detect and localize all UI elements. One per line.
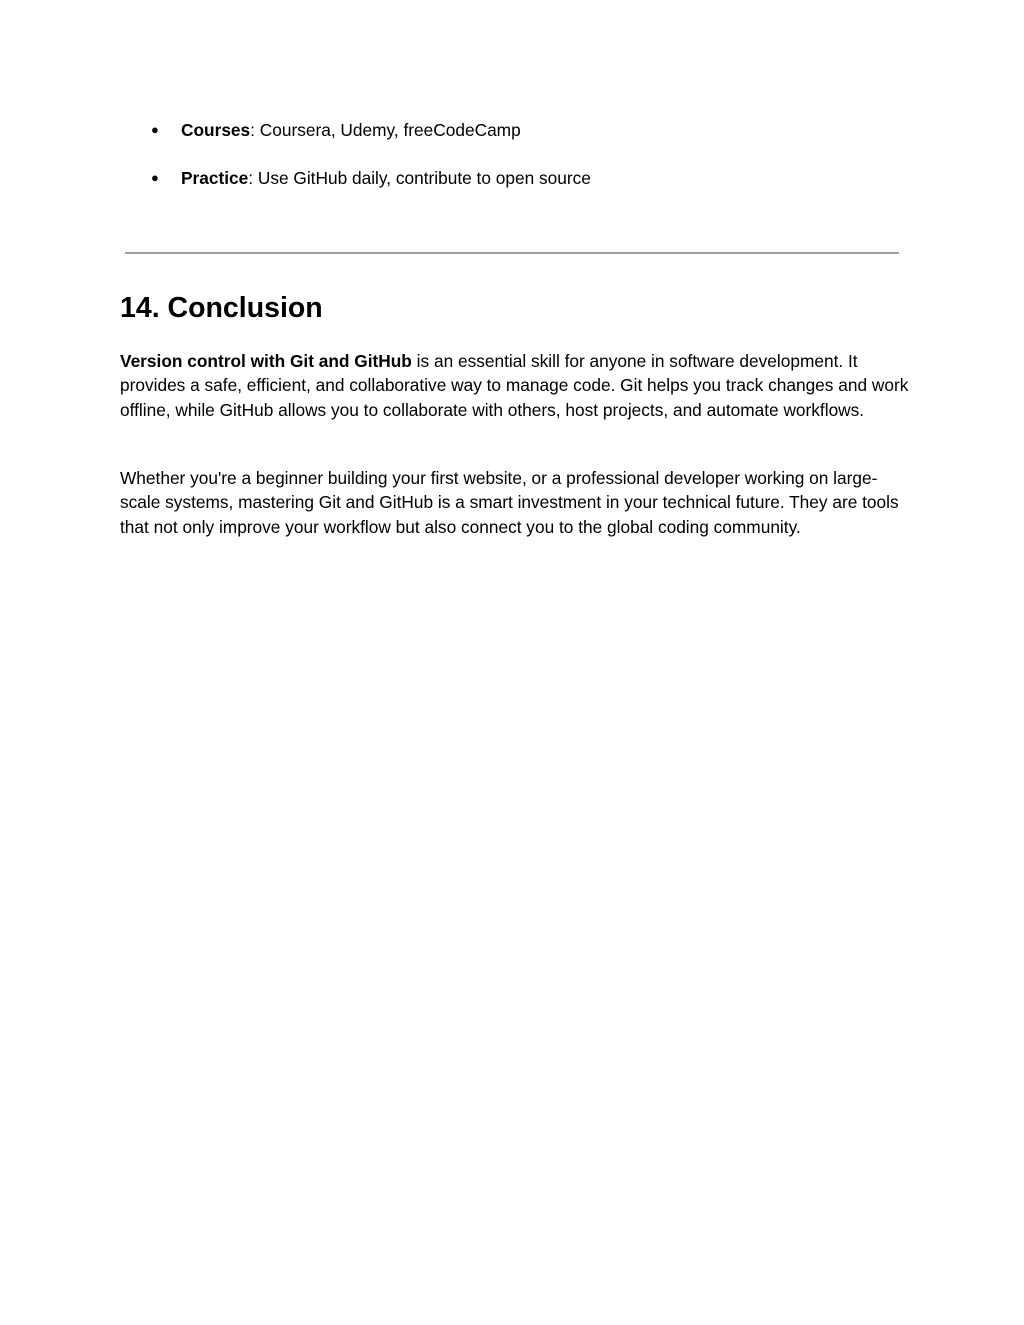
horizontal-divider bbox=[125, 252, 899, 254]
section-heading: 14. Conclusion bbox=[120, 292, 323, 324]
paragraph-body: is an essential skill for anyone in software development. It provides a safe, efficient, and collaborative way to manage code. Git helps you track changes and work offline, while GitHub allows you to collaborate with others, host projects, and automate workflows. bbox=[120, 351, 909, 420]
conclusion-paragraph-1 bbox=[120, 349, 910, 422]
list-item-description: : Coursera, Udemy, freeCodeCamp bbox=[250, 120, 521, 140]
conclusion-paragraph-2: Whether you're a beginner building your first website, or a professional developer working on large-scale systems, mastering Git and GitHub is a smart investment in your technical future. They are tools that not only improve your workflow but also connect you to the global coding community. bbox=[120, 468, 899, 537]
paragraph-bold-lead: Version control with Git and GitHub bbox=[120, 351, 412, 371]
bullet-icon: ● bbox=[151, 170, 159, 185]
list-item-label: Courses bbox=[181, 120, 251, 140]
bullet-icon: ● bbox=[151, 122, 159, 137]
list-item-label: Practice bbox=[181, 168, 249, 188]
list-item-description: : Use GitHub daily, contribute to open source bbox=[248, 168, 591, 188]
list-item-text bbox=[181, 118, 521, 142]
list-item-text bbox=[181, 166, 591, 190]
